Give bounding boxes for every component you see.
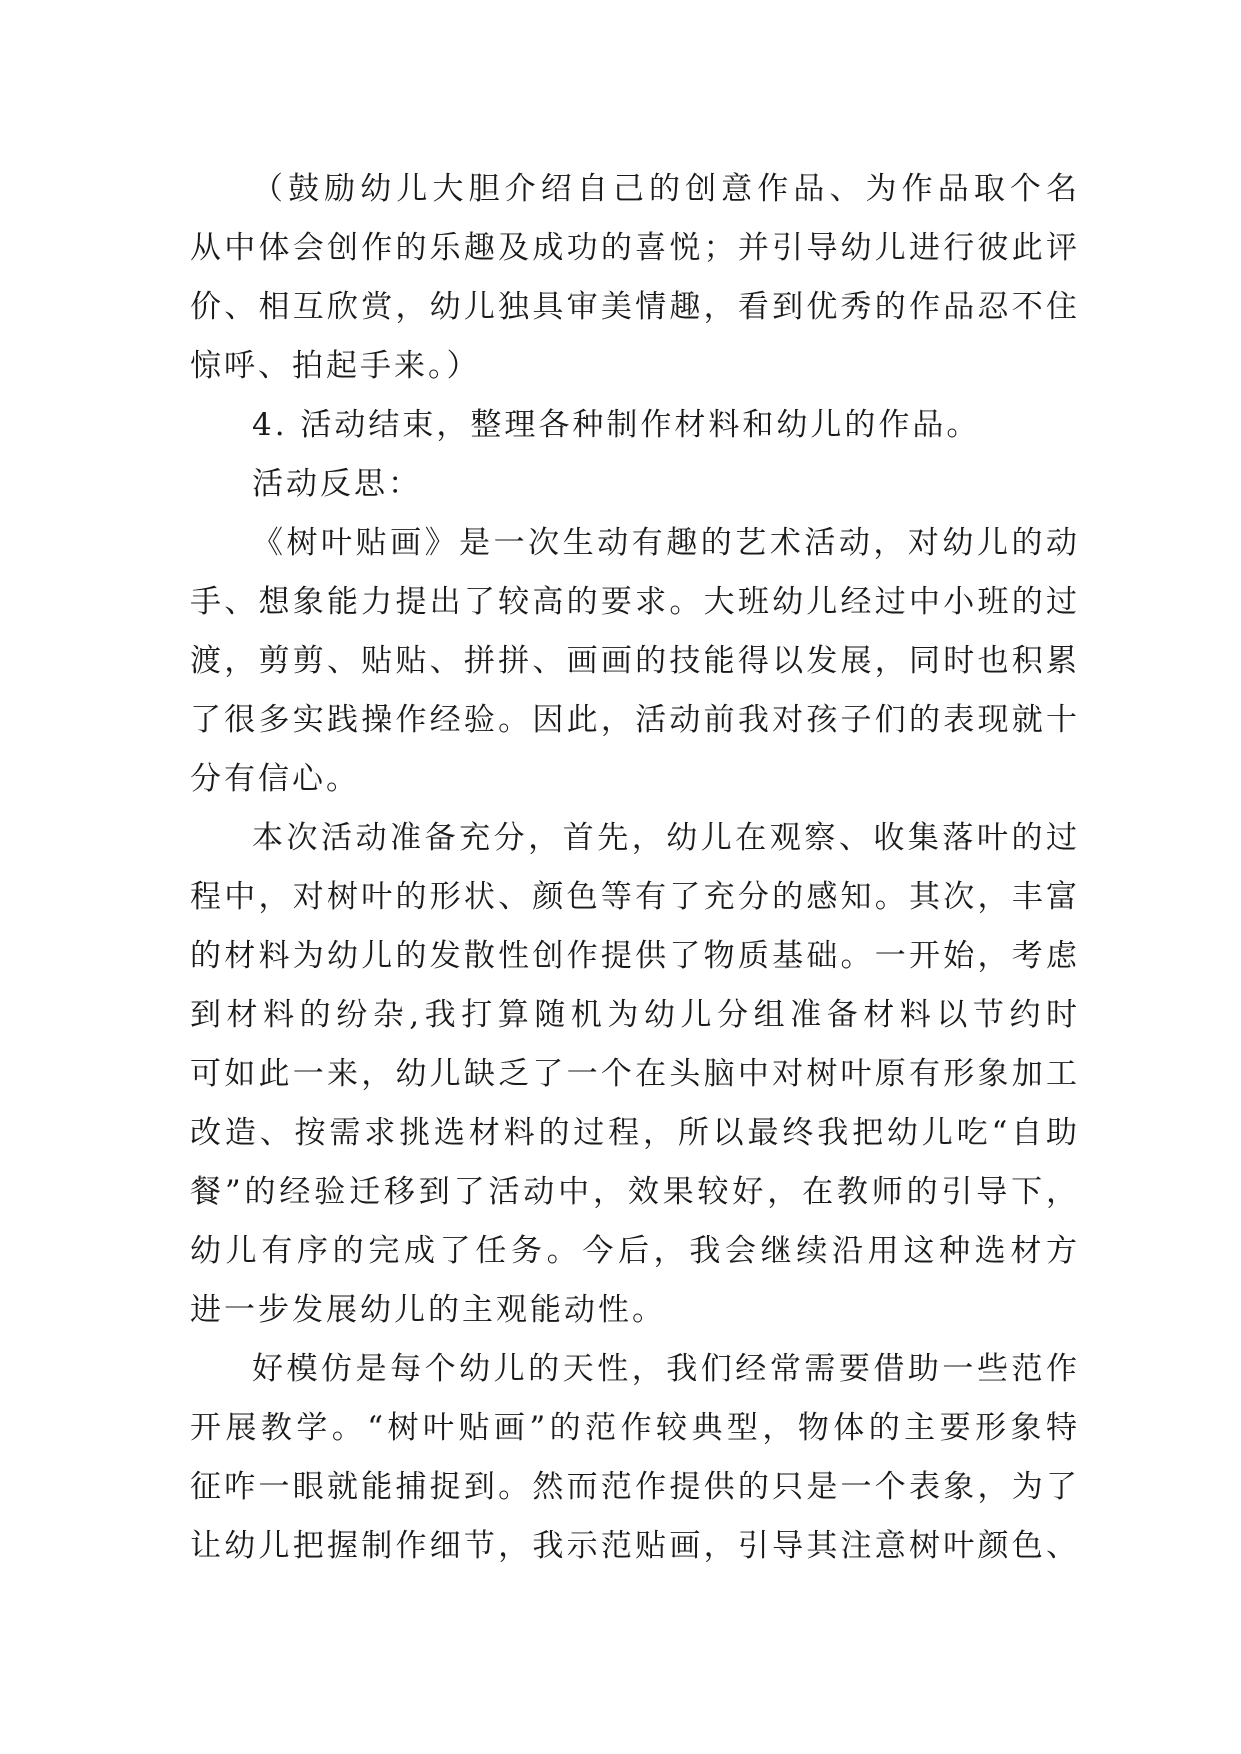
text-line: 渡，剪剪、贴贴、拼拼、画画的技能得以发展，同时也积累 <box>190 643 1080 679</box>
text-line: 可如此一来，幼儿缺乏了一个在头脑中对树叶原有形象加工 <box>190 1056 1080 1092</box>
text-line: 到材料的纷杂,我打算随机为幼儿分组准备材料以节约时 <box>190 997 1080 1033</box>
text-line: 让幼儿把握制作细节，我示范贴画，引导其注意树叶颜色、 <box>190 1528 1080 1564</box>
text-line: 餐”的经验迁移到了活动中，效果较好，在教师的引导下， <box>190 1174 1080 1210</box>
text-line: 分有信心。 <box>190 761 360 797</box>
text-line: 程中，对树叶的形状、颜色等有了充分的感知。其次，丰富 <box>190 879 1080 915</box>
text-line: 好模仿是每个幼儿的天性，我们经常需要借助一些范作 <box>252 1351 1080 1387</box>
text-line: 价、相互欣赏，幼儿独具审美情趣，看到优秀的作品忍不住 <box>190 289 1080 325</box>
text-line: 了很多实践操作经验。因此，活动前我对孩子们的表现就十 <box>190 702 1080 738</box>
text-line: 改造、按需求挑选材料的过程，所以最终我把幼儿吃“自助 <box>190 1115 1080 1151</box>
text-line: 手、想象能力提出了较高的要求。大班幼儿经过中小班的过 <box>190 584 1080 620</box>
text-line: 4. 活动结束，整理各种制作材料和幼儿的作品。 <box>252 407 981 443</box>
text-line: 的材料为幼儿的发散性创作提供了物质基础。一开始，考虑 <box>190 938 1080 974</box>
text-line: 幼儿有序的完成了任务。今后，我会继续沿用这种选材方 <box>190 1233 1080 1269</box>
text-line: 本次活动准备充分，首先，幼儿在观察、收集落叶的过 <box>252 820 1080 856</box>
text-line: 开展教学。“树叶贴画”的范作较典型，物体的主要形象特 <box>190 1410 1080 1446</box>
text-line: 从中体会创作的乐趣及成功的喜悦；并引导幼儿进行彼此评 <box>190 230 1080 266</box>
text-line: 征咋一眼就能捕捉到。然而范作提供的只是一个表象，为了 <box>190 1469 1080 1505</box>
document-body <box>190 160 1080 1576</box>
text-line: 惊呼、拍起手来。） <box>190 348 481 384</box>
text-line: 进一步发展幼儿的主观能动性。 <box>190 1292 666 1328</box>
section-heading: 活动反思： <box>252 466 422 502</box>
text-line: 《树叶贴画》是一次生动有趣的艺术活动，对幼儿的动 <box>252 525 1080 561</box>
text-line: （鼓励幼儿大胆介绍自己的创意作品、为作品取个名 <box>252 171 1080 207</box>
